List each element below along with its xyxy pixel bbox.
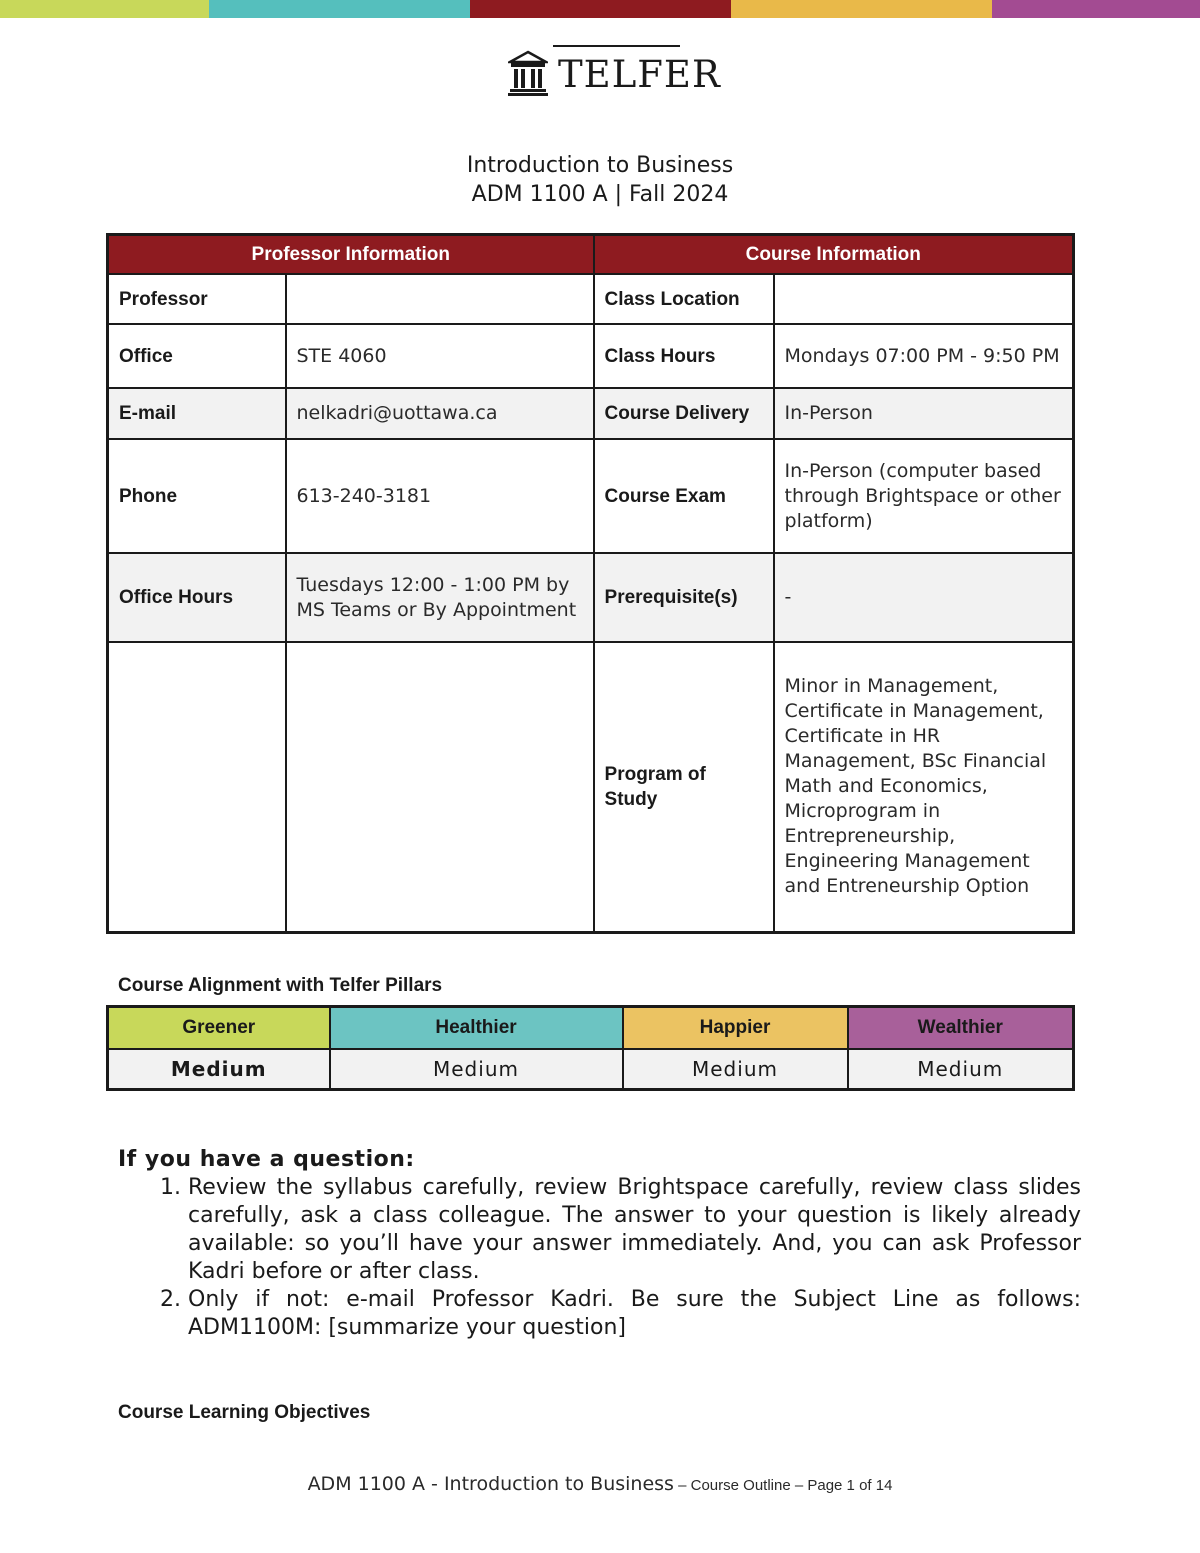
program-of-study-label: Program of Study	[594, 642, 774, 932]
footer-page-info: – Course Outline – Page 1 of 14	[673, 1477, 893, 1494]
pillar-healthier: Healthier	[330, 1007, 623, 1050]
building-columns-icon	[508, 50, 548, 96]
learning-objectives-title: Course Learning Objectives	[118, 1402, 371, 1423]
office-hours-label: Office Hours	[108, 553, 286, 642]
phone-value: 613-240-3181	[286, 439, 594, 553]
class-hours-label: Class Hours	[594, 324, 774, 388]
professor-label: Professor	[108, 274, 286, 324]
stripe-teal	[209, 0, 470, 18]
course-code-term: ADM 1100 A | Fall 2024	[471, 182, 729, 207]
table-row	[108, 274, 1074, 324]
table-row	[108, 324, 1074, 388]
stripe-yellow	[731, 0, 992, 18]
question-section	[118, 1146, 1084, 1342]
question-list	[118, 1174, 1084, 1342]
empty-value	[286, 642, 594, 932]
document-title	[0, 151, 1200, 209]
telfer-logo	[508, 50, 721, 96]
email-value: nelkadri@uottawa.ca	[286, 388, 594, 439]
pillars-table	[106, 1005, 1075, 1091]
class-location-label: Class Location	[594, 274, 774, 324]
logo-rule	[553, 45, 680, 47]
office-label: Office	[108, 324, 286, 388]
pillars-title: Course Alignment with Telfer Pillars	[118, 975, 443, 996]
class-hours-value: Mondays 07:00 PM - 9:50 PM	[774, 324, 1074, 388]
logo-text: TELFER	[558, 52, 721, 96]
class-location-value	[774, 274, 1074, 324]
course-title: Introduction to Business	[466, 153, 734, 178]
course-exam-label: Course Exam	[594, 439, 774, 553]
pillar-greener-value: Medium	[108, 1049, 330, 1090]
color-stripe-bar	[0, 0, 1200, 18]
stripe-red	[470, 0, 731, 18]
professor-info-header: Professor Information	[108, 235, 594, 275]
pillar-happier-value: Medium	[623, 1049, 848, 1090]
pillar-wealthier: Wealthier	[848, 1007, 1074, 1050]
list-item: 1. Review the syllabus carefully, review Brightspace carefully, review class slides carefully, ask a class colleague. The answer to your question is likely already available: so you’ll have your answer immediately. And, you can ask Professor Kadri before or after class.	[188, 1174, 1081, 1286]
pillar-wealthier-value: Medium	[848, 1049, 1074, 1090]
prerequisites-label: Prerequisite(s)	[594, 553, 774, 642]
office-value: STE 4060	[286, 324, 594, 388]
stripe-green	[0, 0, 209, 18]
course-info-table	[106, 233, 1075, 934]
table-row	[108, 439, 1074, 553]
prerequisites-value: -	[774, 553, 1074, 642]
email-label: E-mail	[108, 388, 286, 439]
course-delivery-label: Course Delivery	[594, 388, 774, 439]
question-title: If you have a question:	[118, 1147, 415, 1172]
pillar-healthier-value: Medium	[330, 1049, 623, 1090]
table-row	[108, 553, 1074, 642]
pillar-happier: Happier	[623, 1007, 848, 1050]
pillar-greener: Greener	[108, 1007, 330, 1050]
professor-value	[286, 274, 594, 324]
footer-main: ADM 1100 A - Introduction to Business	[307, 1473, 674, 1495]
course-info-header: Course Information	[594, 235, 1074, 275]
stripe-purple	[992, 0, 1200, 18]
program-of-study-value: Minor in Management, Certificate in Management, Certificate in HR Management, BSc Financial Math and Economics, Microprogram in Entrepreneurship, Engineering Management and Entreneurship Option	[774, 642, 1074, 932]
course-exam-value: In-Person (computer based through Brightspace or other platform)	[774, 439, 1074, 553]
table-row	[108, 642, 1074, 932]
table-row	[108, 388, 1074, 439]
page-footer	[0, 1473, 1200, 1495]
course-delivery-value: In-Person	[774, 388, 1074, 439]
empty-label	[108, 642, 286, 932]
phone-label: Phone	[108, 439, 286, 553]
office-hours-value: Tuesdays 12:00 - 1:00 PM by MS Teams or By Appointment	[286, 553, 594, 642]
list-item: 2. Only if not: e-mail Professor Kadri. Be sure the Subject Line as follows: ADM1100M: [summarize your question]	[188, 1286, 1081, 1342]
